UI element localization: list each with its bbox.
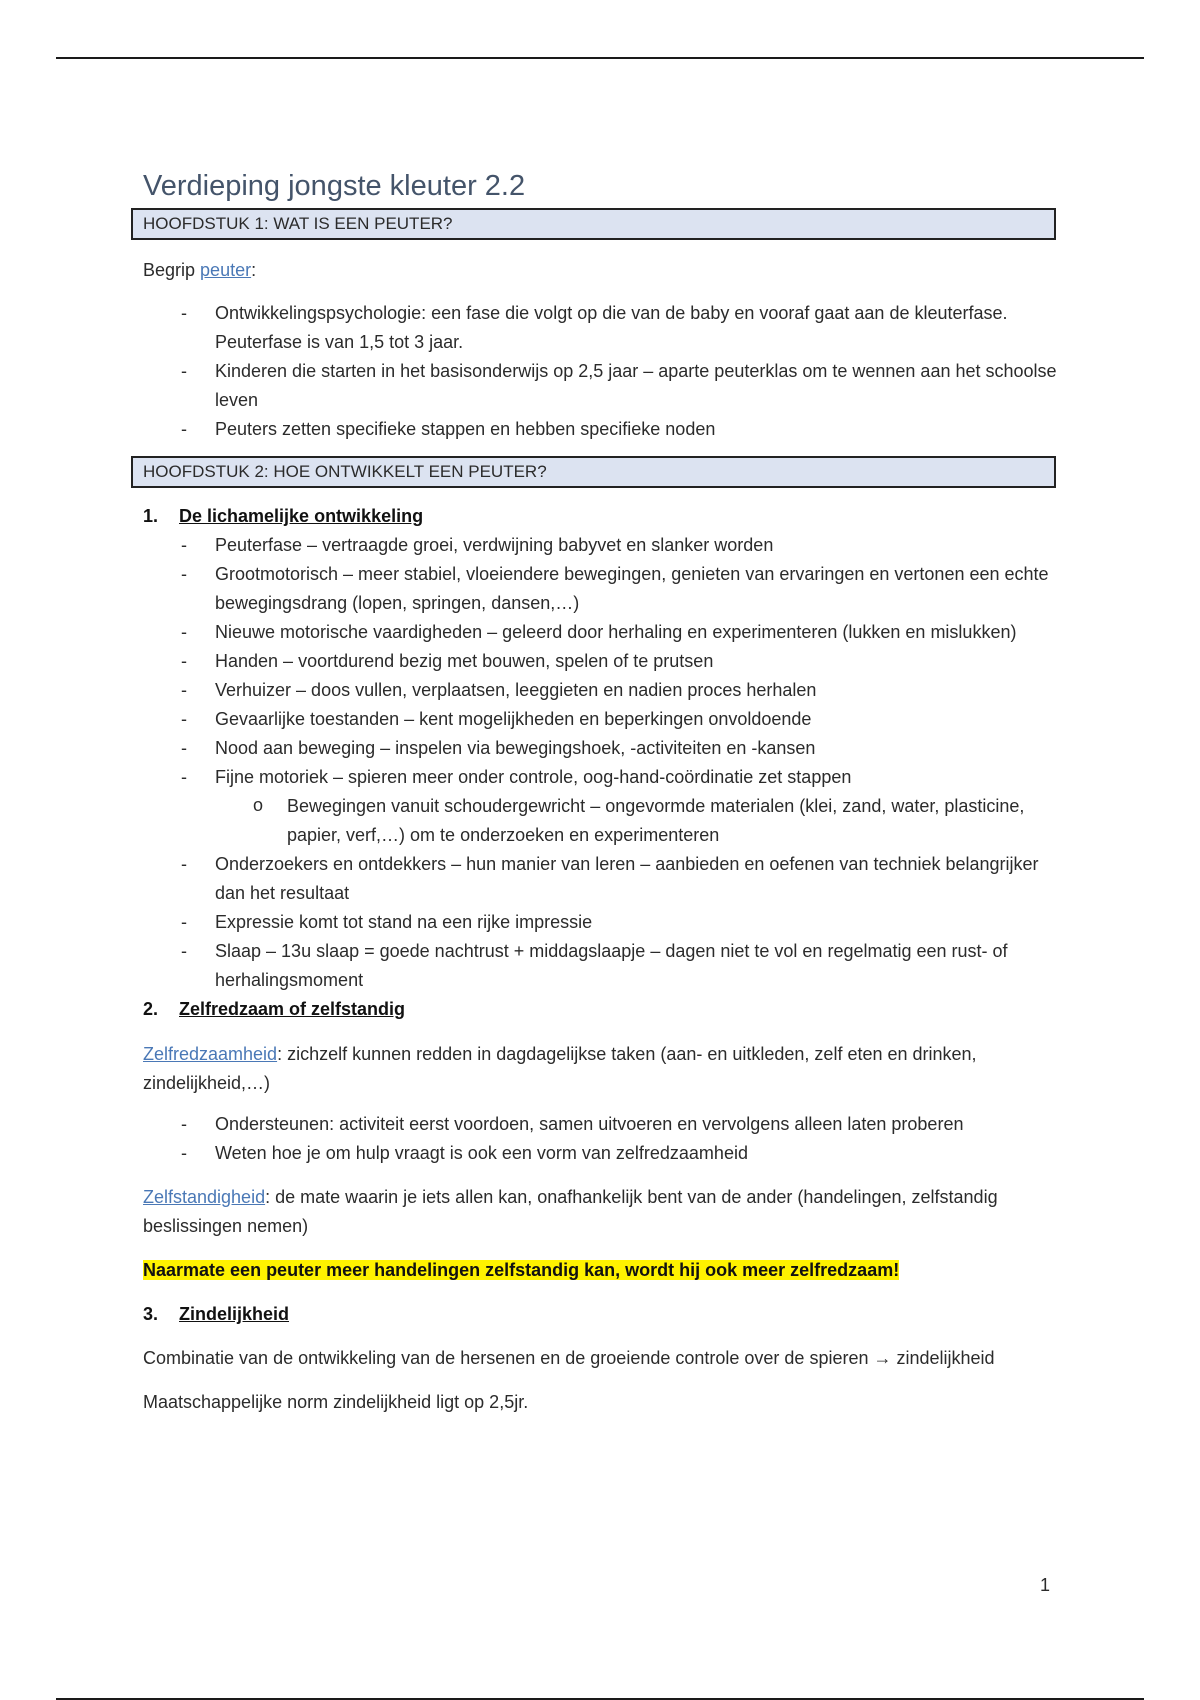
list-item: - Expressie komt tot stand na een rijke impressie <box>143 908 1068 937</box>
list-item: - Peuterfase – vertraagde groei, verdwijning babyvet en slanker worden <box>143 531 1068 560</box>
section-1-title: De lichamelijke ontwikkeling <box>179 506 424 526</box>
highlight-text: Naarmate een peuter meer handelingen zelfstandig kan, wordt hij ook meer zelfredzaam! <box>143 1260 900 1280</box>
chapter-1-list <box>143 299 1068 444</box>
list-item: - Nood aan beweging – inspelen via bewegingshoek, -activiteiten en -kansen <box>143 734 1068 763</box>
section-3-heading <box>143 1300 1068 1329</box>
chapter-1-heading: HOOFDSTUK 1: WAT IS EEN PEUTER? <box>131 208 1056 240</box>
intro-suffix: : <box>251 260 257 280</box>
section-2-list <box>143 1110 1068 1168</box>
chapter-2-heading: HOOFDSTUK 2: HOE ONTWIKKELT EEN PEUTER? <box>131 456 1056 488</box>
section-3-paragraph-1: Combinatie van de ontwikkeling van de hersenen en de groeiende controle over de spieren → zindelijkheid <box>143 1348 995 1368</box>
section-3-paragraph-2: Maatschappelijke norm zindelijkheid ligt op 2,5jr. <box>143 1392 529 1412</box>
list-item: - Kinderen die starten in het basisonderwijs op 2,5 jaar – aparte peuterklas om te wennen aan het schoolse leven <box>143 357 1068 415</box>
section-1-list-continued <box>143 850 1068 995</box>
section-2-number: 2. <box>143 999 159 1019</box>
term-peuter-link[interactable]: peuter <box>200 260 252 280</box>
section-1-list <box>143 531 1068 792</box>
list-item: - Gevaarlijke toestanden – kent mogelijkheden en beperkingen onvoldoende <box>143 705 1068 734</box>
list-item: - Peuters zetten specifieke stappen en hebben specifieke noden <box>143 415 1068 444</box>
list-item: - Grootmotorisch – meer stabiel, vloeiendere bewegingen, genieten van ervaringen en vertonen een echte bewegingsdrang (lopen, springen, dansen,…) <box>143 560 1068 618</box>
header-rule <box>56 57 1144 59</box>
intro-prefix: Begrip <box>143 260 201 280</box>
definition-zelfredzaamheid <box>143 1040 1068 1098</box>
section-1-heading <box>143 502 1068 531</box>
section-3-number: 3. <box>143 1304 159 1324</box>
section-3-title: Zindelijkheid <box>179 1304 290 1324</box>
definition-zelfstandigheid <box>143 1183 1068 1241</box>
list-item: - Nieuwe motorische vaardigheden – geleerd door herhaling en experimenteren (lukken en mislukken) <box>143 618 1068 647</box>
list-item: - Ontwikkelingspsychologie: een fase die volgt op die van de baby en vooraf gaat aan de kleuterfase. Peuterfase is van 1,5 tot 3 jaar. <box>143 299 1068 357</box>
page-number: 1 <box>1040 1575 1051 1595</box>
section-2-heading <box>143 995 1068 1024</box>
sub-list-item: o Bewegingen vanuit schoudergewricht – ongevormde materialen (klei, zand, water, plasticine, papier, verf,…) om te onderzoeken en experimenteren <box>143 792 1068 850</box>
list-item: - Handen – voortdurend bezig met bouwen, spelen of te prutsen <box>143 647 1068 676</box>
definition-text: : de mate waarin je iets allen kan, onafhankelijk bent van de ander (handelingen, zelfstandig beslissingen nemen) <box>143 1187 998 1236</box>
section-1-sublist <box>143 792 1068 850</box>
highlighted-note <box>143 1256 1068 1285</box>
list-item: - Weten hoe je om hulp vraagt is ook een vorm van zelfredzaamheid <box>143 1139 1068 1168</box>
list-item: - Ondersteunen: activiteit eerst voordoen, samen uitvoeren en vervolgens alleen laten proberen <box>143 1110 1068 1139</box>
document-title: Verdieping jongste kleuter 2.2 <box>143 170 526 202</box>
section-1-number: 1. <box>143 506 159 526</box>
section-2-title: Zelfredzaam of zelfstandig <box>179 999 406 1019</box>
term-zelfstandigheid-link[interactable]: Zelfstandigheid <box>143 1187 266 1207</box>
list-item: - Onderzoekers en ontdekkers – hun manier van leren – aanbieden en oefenen van techniek belangrijker dan het resultaat <box>143 850 1068 908</box>
chapter-1-intro <box>143 256 1068 285</box>
list-item: - Fijne motoriek – spieren meer onder controle, oog-hand-coördinatie zet stappen <box>143 763 1068 792</box>
list-item: - Verhuizer – doos vullen, verplaatsen, leeggieten en nadien proces herhalen <box>143 676 1068 705</box>
document-page <box>143 168 1068 1417</box>
definition-text: : zichzelf kunnen redden in dagdagelijkse taken (aan- en uitkleden, zelf eten en drinken, zindelijkheid,…) <box>143 1044 977 1093</box>
term-zelfredzaamheid-link[interactable]: Zelfredzaamheid <box>143 1044 278 1064</box>
list-item: - Slaap – 13u slaap = goede nachtrust + middagslaapje – dagen niet te vol en regelmatig een rust- of herhalingsmoment <box>143 937 1068 995</box>
